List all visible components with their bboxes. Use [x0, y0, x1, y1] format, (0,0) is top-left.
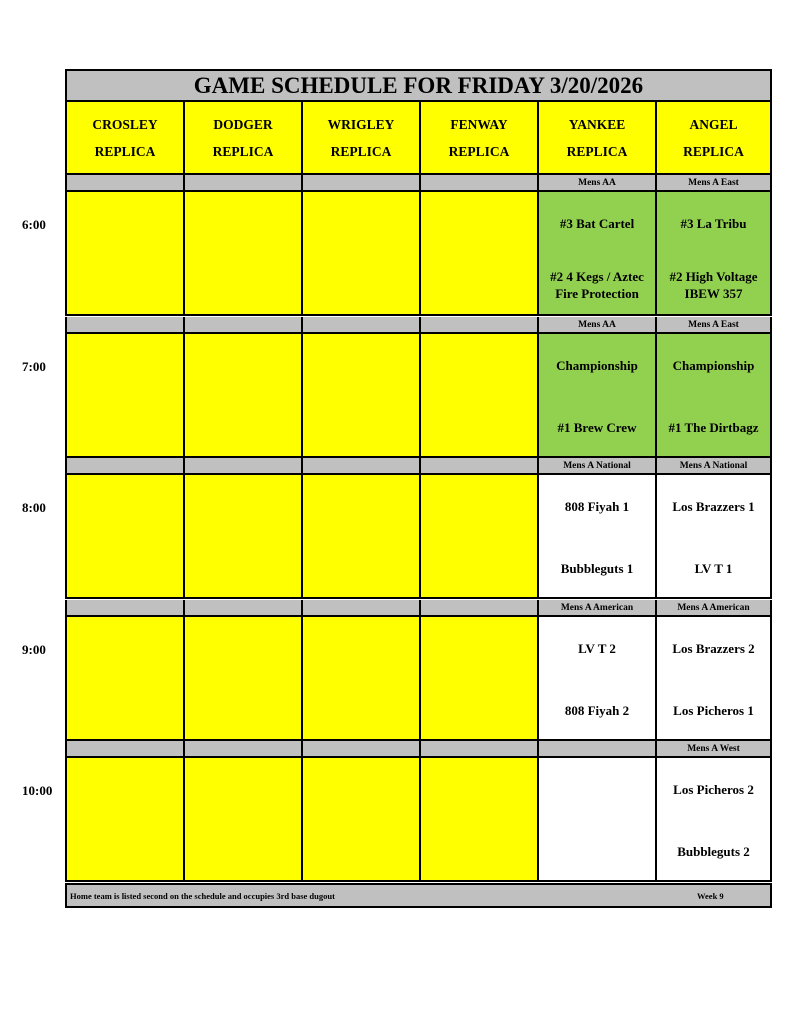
division-label: Mens A West [655, 741, 772, 758]
game-cell [65, 758, 185, 882]
division-label [183, 741, 303, 758]
division-label [65, 175, 185, 192]
team-bottom: #2 High Voltage IBEW 357 [669, 269, 758, 301]
venue-subtitle: REPLICA [94, 143, 156, 159]
team-top: LV T 2 [578, 641, 616, 656]
game-cell [655, 192, 772, 316]
week-label: Week 9 [697, 891, 724, 901]
game-cell [65, 192, 185, 316]
division-label [183, 317, 303, 334]
team-top: #3 La Tribu [680, 216, 747, 231]
footer-bar [65, 883, 772, 908]
game-cell [655, 758, 772, 882]
venue-header [65, 102, 185, 175]
division-label: Mens A National [537, 458, 657, 475]
division-label [65, 317, 185, 334]
game-cell [537, 617, 657, 741]
division-label [183, 175, 303, 192]
division-label [419, 317, 539, 334]
team-bottom: Bubbleguts 1 [560, 561, 634, 576]
venue-name: WRIGLEY [327, 116, 395, 132]
venue-name: ANGEL [689, 116, 738, 132]
team-bottom: LV T 1 [694, 561, 733, 576]
game-cell [301, 475, 421, 599]
game-cell [537, 758, 657, 882]
division-label: Mens A National [655, 458, 772, 475]
time-label: 6:00 [22, 217, 46, 232]
division-label [301, 600, 421, 617]
division-label: Mens AA [537, 175, 657, 192]
time-label: 8:00 [22, 500, 46, 515]
division-label: Mens A East [655, 175, 772, 192]
venue-header [655, 102, 772, 175]
game-cell [537, 192, 657, 316]
game-cell [419, 192, 539, 316]
division-label [301, 317, 421, 334]
division-label [65, 741, 185, 758]
division-label [183, 600, 303, 617]
division-label [301, 741, 421, 758]
game-cell [301, 334, 421, 458]
footer-note: Home team is listed second on the schedule and occupies 3rd base dugout [70, 891, 335, 901]
game-cell [655, 475, 772, 599]
venue-name: DODGER [213, 116, 273, 132]
game-cell [301, 192, 421, 316]
division-label [419, 175, 539, 192]
game-cell [301, 758, 421, 882]
game-cell [183, 334, 303, 458]
division-label [65, 600, 185, 617]
venue-subtitle: REPLICA [330, 143, 392, 159]
venue-subtitle: REPLICA [448, 143, 510, 159]
venue-subtitle: REPLICA [683, 143, 744, 159]
team-bottom: Los Picheros 1 [673, 703, 754, 718]
team-bottom: Bubbleguts 2 [677, 844, 750, 859]
time-label: 10:00 [22, 783, 53, 798]
division-label [301, 175, 421, 192]
time-label: 9:00 [22, 642, 46, 657]
game-cell [537, 475, 657, 599]
team-bottom: 808 Fiyah 2 [564, 703, 630, 718]
division-label [419, 458, 539, 475]
team-top: 808 Fiyah 1 [564, 499, 630, 514]
game-cell [183, 758, 303, 882]
division-label: Mens AA [537, 317, 657, 334]
game-cell [183, 617, 303, 741]
game-cell [655, 617, 772, 741]
division-label [419, 741, 539, 758]
division-label [183, 458, 303, 475]
team-top: Championship [556, 358, 638, 373]
venue-name: CROSLEY [92, 116, 158, 132]
venue-header [537, 102, 657, 175]
team-top: Los Picheros 2 [673, 782, 754, 797]
game-cell [183, 475, 303, 599]
venue-subtitle: REPLICA [566, 143, 628, 159]
venue-header [183, 102, 303, 175]
game-cell [655, 334, 772, 458]
team-top: Los Brazzers 2 [672, 641, 755, 656]
venue-name: FENWAY [450, 116, 508, 132]
venue-name: YANKEE [568, 116, 626, 132]
game-cell [419, 617, 539, 741]
division-label [301, 458, 421, 475]
game-cell [65, 475, 185, 599]
division-label: Mens A American [537, 600, 657, 617]
venue-header [301, 102, 421, 175]
game-cell [301, 617, 421, 741]
page-title: GAME SCHEDULE FOR FRIDAY 3/20/2026 [65, 69, 772, 102]
time-label: 7:00 [22, 359, 46, 374]
game-cell [419, 334, 539, 458]
game-cell [65, 617, 185, 741]
game-cell [65, 334, 185, 458]
division-label: Mens A East [655, 317, 772, 334]
game-cell [537, 334, 657, 458]
team-bottom: #1 The Dirtbagz [668, 420, 759, 435]
game-cell [419, 475, 539, 599]
team-bottom: #2 4 Kegs / Aztec Fire Protection [550, 269, 644, 301]
division-label [537, 741, 657, 758]
team-top: Los Brazzers 1 [672, 499, 755, 514]
venue-header [419, 102, 539, 175]
division-label: Mens A American [655, 600, 772, 617]
team-top: Championship [672, 358, 755, 373]
team-top: #3 Bat Cartel [559, 216, 635, 231]
division-label [65, 458, 185, 475]
game-cell [183, 192, 303, 316]
venue-subtitle: REPLICA [212, 143, 274, 159]
team-bottom: #1 Brew Crew [557, 420, 637, 435]
division-label [419, 600, 539, 617]
game-cell [419, 758, 539, 882]
